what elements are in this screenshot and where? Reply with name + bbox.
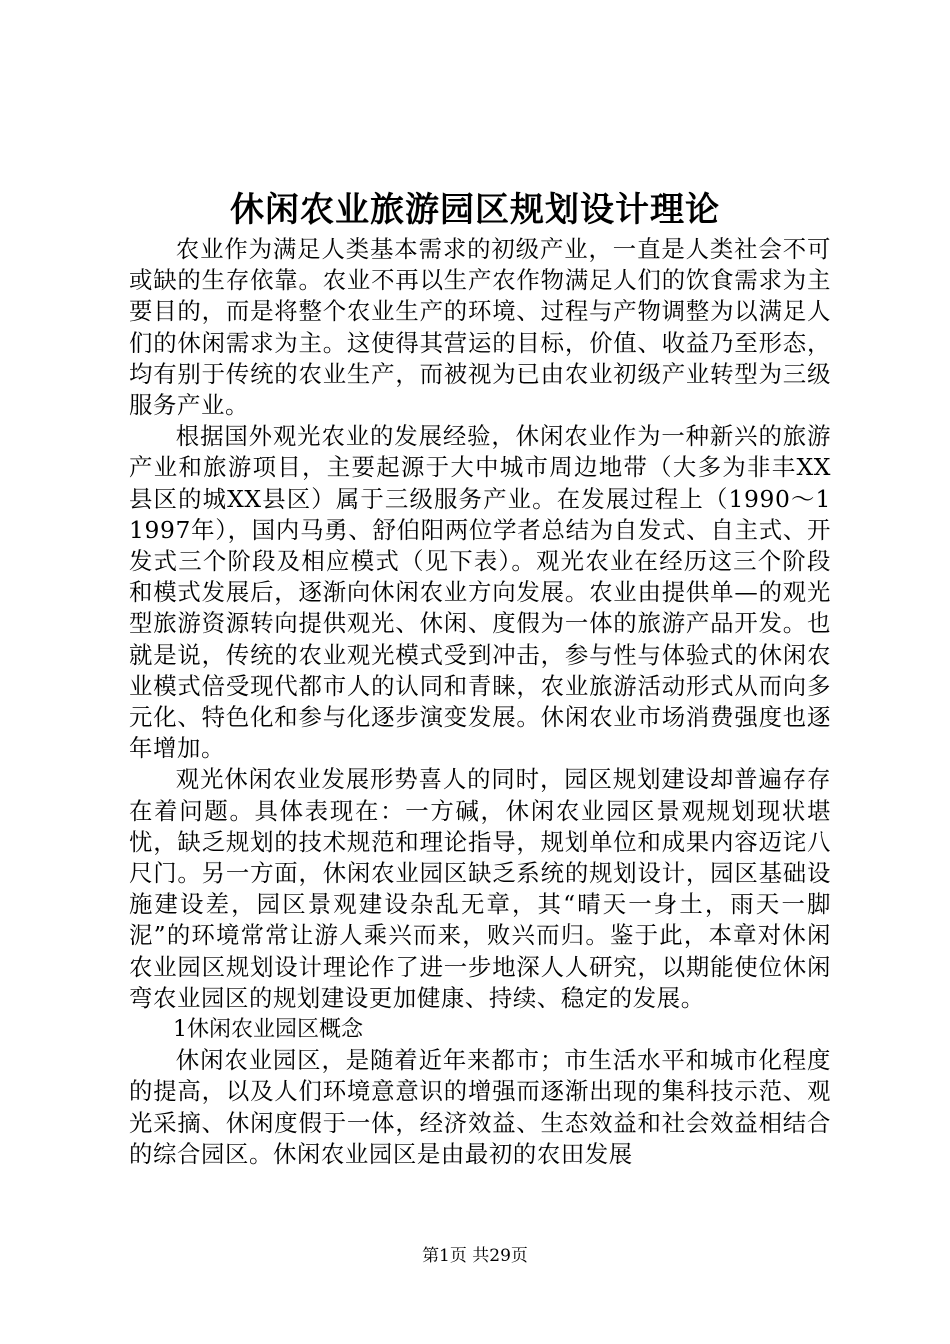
body-paragraph: 观光休闲农业发展形势喜人的同时，园区规划建设却普遍存存在着问题。具体表现在：一方碱，休闲农业园区景观规划现状堪忧，缺乏规划的技术规范和理论指导，规划单位和成果内容迈诧八尺门。另一方面，休闲农业园区缺乏系统的规划设计，园区基础设施建设差，园区景观建设杂乱无章，其“晴天一身土，雨天一脚泥”的环境常常让游人乘兴而来，败兴而归。鉴于此，本章对休闲农业园区规划设计理论作了进一步地深人人研究，以期能使位休闲弯农业园区的规划建设更加健康、持续、稳定的发展。	[129, 765, 831, 1012]
section-heading: 1休闲农业园区概念	[173, 1017, 363, 1043]
body-paragraph: 休闲农业园区，是随着近年来都市；市生活水平和城市化程度的提高，以及人们环境意意识的增强而逐渐出现的集科技示范、观光采摘、休闲度假于一体，经济效益、生态效益和社会效益相结合的综合园区。休闲农业园区是由最初的农田发展	[129, 1046, 831, 1168]
body-paragraph: 农业作为满足人类基本需求的初级产业，一直是人类社会不可或缺的生存依靠。农业不再以生产农作物满足人们的饮食需求为主要目的，而是将整个农业生产的环境、过程与产物调整为以满足人们的休闲需求为主。这使得其营运的目标，价值、收益乃至形态，均有别于传统的农业生产，而被视为已由农业初级产业转型为三级服务产业。	[129, 235, 831, 420]
body-paragraph: 根据国外观光农业的发展经验，休闲农业作为一种新兴的旅游产业和旅游项目，主要起源于大中城市周边地带（大多为非丰XX县区的城XX县区）属于三级服务产业。在发展过程上（1990～11997年），国内马勇、舒伯阳两位学者总结为自发式、自主式、开发式三个阶段及相应模式（见下表）。观光农业在经历这三个阶段和模式发展后，逐渐向休闲农业方向发展。农业由提供单—的观光型旅游资源转向提供观光、休闲、度假为一体的旅游产品开发。也就是说，传统的农业观光模式受到冲击，参与性与体验式的休闲农业模式倍受现代都市人的认同和青睐，农业旅游活动形式从而向多元化、特色化和参与化逐步演变发展。休闲农业市场消费强度也逐年增加。	[129, 422, 831, 763]
page-number-footer: 第1页 共29页	[422, 1246, 528, 1266]
document-body	[129, 234, 831, 1170]
document-title: 休闲农业旅游园区规划设计理论	[230, 190, 720, 230]
